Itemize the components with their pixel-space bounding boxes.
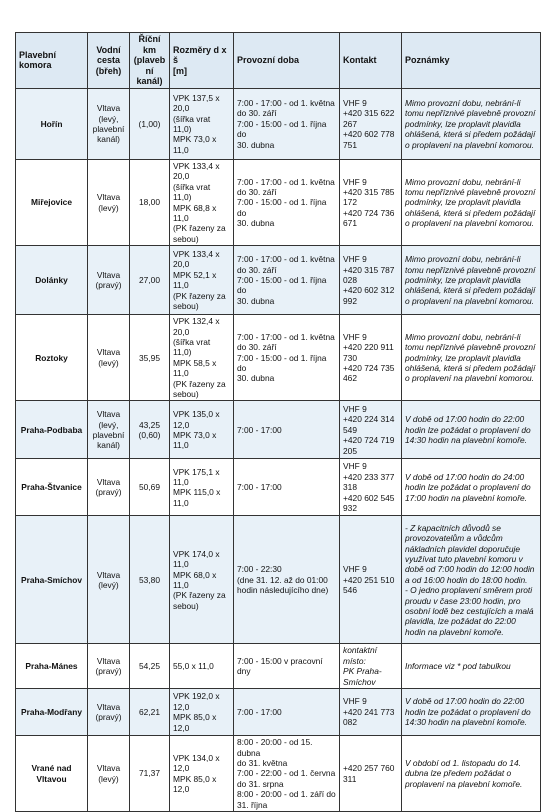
operating-hours: 7:00 - 17:00	[234, 401, 340, 459]
table-row	[16, 315, 541, 401]
waterway: Vltava (pravý)	[88, 459, 130, 516]
lock-name: Miřejovice	[16, 159, 88, 245]
dimensions: 55,0 x 11,0	[170, 644, 234, 689]
contact: VHF 9 +420 315 622 267 +420 602 778 751	[340, 88, 402, 159]
operating-hours: 7:00 - 15:00 v pracovní dny	[234, 644, 340, 689]
notes: V době od 17:00 hodin do 22:00 hodin lze požádat o proplavení do 14:30 hodin na plavební komoře.	[402, 401, 541, 459]
waterway: Vltava (pravý)	[88, 689, 130, 736]
notes: Mimo provozní dobu, nebrání-li tomu nepříznivé plavebně provozní podmínky, lze proplavit plavidla ohlášená, která si předem požádají o proplavení na plavební komorou.	[402, 88, 541, 159]
contact: VHF 9 +420 220 911 730 +420 724 735 462	[340, 315, 402, 401]
operating-hours: 7:00 - 17:00	[234, 459, 340, 516]
notes: Mimo provozní dobu, nebrání-li tomu nepříznivé plavebně provozní podmínky, lze proplavit plavidla ohlášená, která si předem požádají o proplavení na plavební komorou.	[402, 315, 541, 401]
operating-hours: 8:00 - 20:00 - od 15. dubna do 31. května 7:00 - 22:00 - od 1. června do 31. srpna 8:00 - 20:00 - od 1. září do 31. října	[234, 736, 340, 812]
notes: Informace viz * pod tabulkou	[402, 644, 541, 689]
lock-name: Dolánky	[16, 246, 88, 315]
contact: +420 257 760 311	[340, 736, 402, 812]
dimensions: VPK 133,4 x 20,0 (šířka vrat 11,0) MPK 68,8 x 11,0 (PK řazeny za sebou)	[170, 159, 234, 245]
dimensions: VPK 137,5 x 20,0 (šířka vrat 11,0) MPK 73,0 x 11,0	[170, 88, 234, 159]
lock-name: Praha-Smíchov	[16, 516, 88, 644]
dimensions: VPK 135,0 x 12,0 MPK 73,0 x 11,0	[170, 401, 234, 459]
river-km: 54,25	[130, 644, 170, 689]
table-row	[16, 159, 541, 245]
table-row	[16, 689, 541, 736]
table-body	[16, 88, 541, 811]
waterway: Vltava (levý, plavební kanál)	[88, 401, 130, 459]
lock-name: Praha-Modřany	[16, 689, 88, 736]
table-row	[16, 401, 541, 459]
contact: kontaktní místo: PK Praha- Smíchov	[340, 644, 402, 689]
dimensions: VPK 174,0 x 11,0 MPK 68,0 x 11,0 (PK řazeny za sebou)	[170, 516, 234, 644]
river-km: 50,69	[130, 459, 170, 516]
notes: V období od 1. listopadu do 14. dubna lze předem požádat o proplavení na plavební komoře.	[402, 736, 541, 812]
operating-hours: 7:00 - 17:00 - od 1. května do 30. září 7:00 - 15:00 - od 1. října do 30. dubna	[234, 246, 340, 315]
header-km: Říční km (plavební kanál)	[130, 33, 170, 89]
waterway: Vltava (levý, plavební kanál)	[88, 88, 130, 159]
header-kontakt: Kontakt	[340, 33, 402, 89]
table-row	[16, 736, 541, 812]
table-row	[16, 246, 541, 315]
lock-name: Praha-Mánes	[16, 644, 88, 689]
dimensions: VPK 132,4 x 20,0 (šířka vrat 11,0) MPK 58,5 x 11,0 (PK řazeny za sebou)	[170, 315, 234, 401]
header-rozmery: Rozměry d x š [m]	[170, 33, 234, 89]
header-cesta: Vodní cesta (břeh)	[88, 33, 130, 89]
lock-name: Hořín	[16, 88, 88, 159]
notes: V době od 17:00 hodin do 24:00 hodin lze požádat o proplavení do 17:00 hodin na plavební komoře.	[402, 459, 541, 516]
table-row	[16, 516, 541, 644]
river-km: 62,21	[130, 689, 170, 736]
dimensions: VPK 133,4 x 20,0 MPK 52,1 x 11,0 (PK řazeny za sebou)	[170, 246, 234, 315]
contact: VHF 9 +420 251 510 546	[340, 516, 402, 644]
waterway: Vltava (pravý)	[88, 644, 130, 689]
header-komora: Plavební komora	[16, 33, 88, 89]
contact: VHF 9 +420 241 773 082	[340, 689, 402, 736]
waterway: Vltava (levý)	[88, 315, 130, 401]
dimensions: VPK 175,1 x 11,0 MPK 115,0 x 11,0	[170, 459, 234, 516]
lock-table	[15, 32, 541, 812]
dimensions: VPK 134,0 x 12,0 MPK 85,0 x 12,0	[170, 736, 234, 812]
lock-name: Roztoky	[16, 315, 88, 401]
dimensions: VPK 192,0 x 12,0 MPK 85,0 x 12,0	[170, 689, 234, 736]
lock-name: Praha-Podbaba	[16, 401, 88, 459]
river-km: 27,00	[130, 246, 170, 315]
header-doba: Provozní doba	[234, 33, 340, 89]
waterway: Vltava (pravý)	[88, 246, 130, 315]
header-row	[16, 33, 541, 89]
contact: VHF 9 +420 315 787 028 +420 602 312 992	[340, 246, 402, 315]
header-poznamky: Poznámky	[402, 33, 541, 89]
river-km: 18,00	[130, 159, 170, 245]
operating-hours: 7:00 - 22:30 (dne 31. 12. až do 01:00 hodin následujícího dne)	[234, 516, 340, 644]
table-row	[16, 88, 541, 159]
river-km: 53,80	[130, 516, 170, 644]
operating-hours: 7:00 - 17:00 - od 1. května do 30. září 7:00 - 15:00 - od 1. října do 30. dubna	[234, 88, 340, 159]
notes: Mimo provozní dobu, nebrání-li tomu nepříznivé plavebně provozní podmínky, lze proplavit plavidla ohlášená, která si předem požádají o proplavení na plavební komorou.	[402, 159, 541, 245]
waterway: Vltava (levý)	[88, 159, 130, 245]
river-km: 71,37	[130, 736, 170, 812]
notes: V době od 17:00 hodin do 22:00 hodin lze požádat o proplavení do 14:30 hodin na plavební komoře.	[402, 689, 541, 736]
table-row	[16, 644, 541, 689]
notes: - Z kapacitních důvodů se provozovatelům a vůdcům nákladních plavidel doporučuje využívat tuto plavební komoru v době od 7:00 hodin do 12:00 hodin a od 16:00 hodin do 18:00 hodin. - O jedno proplavení směrem proti proudu v čase 23:00 hodin, pro osobní lodě bez cestujících a malá plavidla, lze požádat do 22:00 hodin na plavební komoře.	[402, 516, 541, 644]
river-km: (1,00)	[130, 88, 170, 159]
operating-hours: 7:00 - 17:00	[234, 689, 340, 736]
operating-hours: 7:00 - 17:00 - od 1. května do 30. září 7:00 - 15:00 - od 1. října do 30. dubna	[234, 159, 340, 245]
river-km: 43,25 (0,60)	[130, 401, 170, 459]
operating-hours: 7:00 - 17:00 - od 1. května do 30. září 7:00 - 15:00 - od 1. října do 30. dubna	[234, 315, 340, 401]
contact: VHF 9 +420 224 314 549 +420 724 719 205	[340, 401, 402, 459]
table-row	[16, 459, 541, 516]
river-km: 35,95	[130, 315, 170, 401]
waterway: Vltava (levý)	[88, 736, 130, 812]
contact: VHF 9 +420 233 377 318 +420 602 545 932	[340, 459, 402, 516]
notes: Mimo provozní dobu, nebrání-li tomu nepříznivé plavebně provozní podmínky, lze proplavit plavidla ohlášená, která si předem požádají o proplavení na plavební komorou.	[402, 246, 541, 315]
waterway: Vltava (levý)	[88, 516, 130, 644]
lock-name: Praha-Štvanice	[16, 459, 88, 516]
contact: VHF 9 +420 315 785 172 +420 724 736 671	[340, 159, 402, 245]
document-page	[15, 32, 540, 812]
lock-name: Vrané nad Vltavou	[16, 736, 88, 812]
